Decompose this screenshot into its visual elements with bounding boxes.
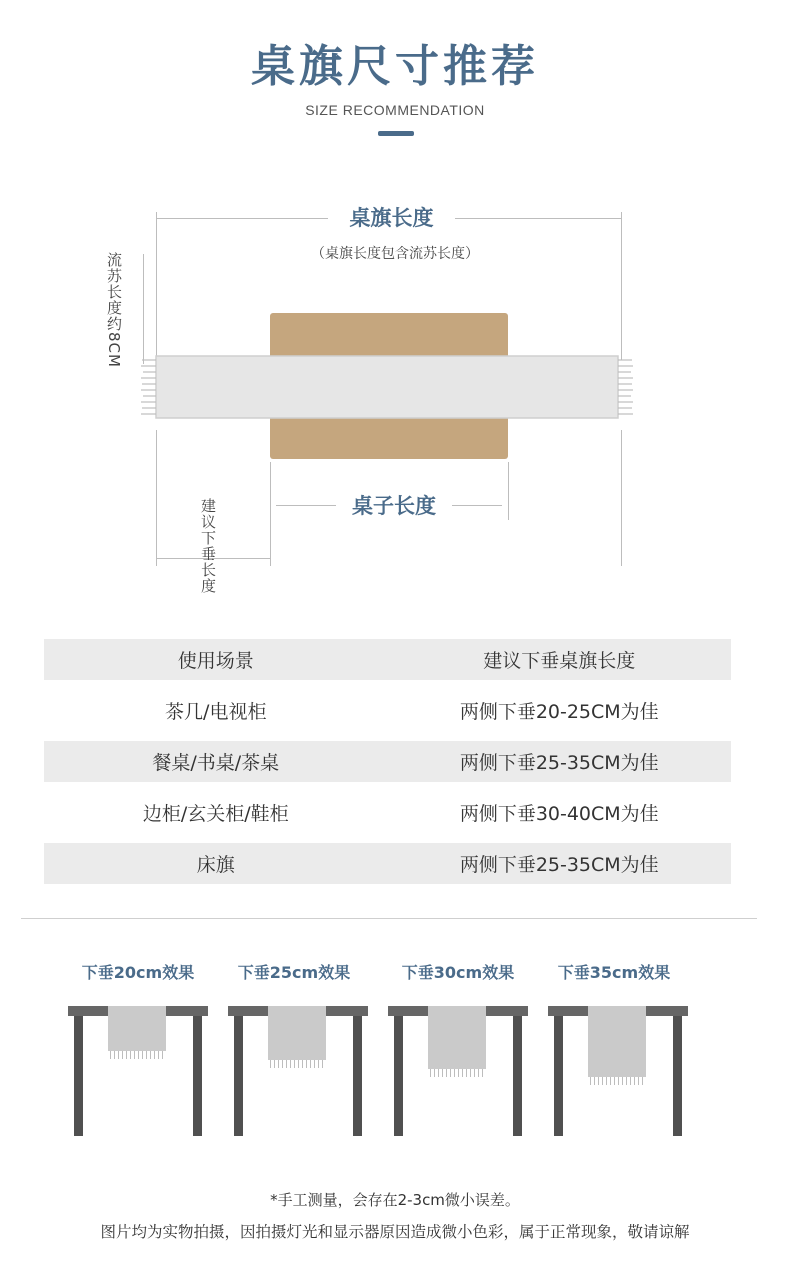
flag-right-drop-tick — [621, 430, 622, 566]
example-table-25 — [228, 1006, 368, 1138]
flag-length-right-tick — [621, 212, 622, 360]
example-drape — [588, 1006, 646, 1077]
tassel-length-line — [143, 254, 144, 364]
table-row — [44, 690, 731, 731]
flag-length-left-tick — [156, 212, 157, 360]
header-drop-length: 建议下垂桌旗长度 — [483, 650, 636, 672]
example-tabletop — [548, 1006, 688, 1016]
example-leg-right — [193, 1016, 202, 1136]
flag-length-line-right — [455, 218, 622, 219]
example-label-20: 下垂20cm效果 — [81, 963, 195, 982]
row-scenario: 茶几/电视柜 — [165, 701, 267, 723]
example-leg-left — [74, 1016, 83, 1136]
flag-left-drop-tick — [156, 430, 157, 566]
page-subtitle: SIZE RECOMMENDATION — [305, 102, 485, 118]
flag-length-line-left — [156, 218, 328, 219]
row-drop-length: 两侧下垂30-40CM为佳 — [459, 803, 659, 825]
header-scenario: 使用场景 — [177, 650, 254, 672]
example-tabletop — [228, 1006, 368, 1016]
flag-length-label: 桌旗长度 — [349, 206, 434, 230]
row-drop-length: 两侧下垂20-25CM为佳 — [459, 701, 659, 723]
row-scenario: 边柜/玄关柜/鞋柜 — [142, 803, 289, 825]
drop-length-note: 建议下垂长度 — [199, 498, 217, 594]
row-scenario: 餐桌/书桌/茶桌 — [152, 752, 280, 774]
table-length-right-tick — [508, 462, 509, 520]
table-row — [44, 741, 731, 782]
table-length-line-left — [276, 505, 336, 506]
recommendation-table — [44, 639, 731, 894]
example-table-30 — [388, 1006, 528, 1138]
example-tabletop — [388, 1006, 528, 1016]
example-drape — [428, 1006, 486, 1069]
color-disclaimer: 图片均为实物拍摄，因拍摄灯光和显示器原因造成微小色彩，属于正常现象，敬请谅解 — [100, 1223, 690, 1241]
example-drape-tassels — [110, 1051, 164, 1059]
measurement-note: *手工测量，会存在2-3cm微小误差。 — [270, 1191, 520, 1209]
example-label-35: 下垂35cm效果 — [557, 963, 671, 982]
table-row — [44, 843, 731, 884]
row-drop-length: 两侧下垂25-35CM为佳 — [459, 854, 659, 876]
example-leg-left — [234, 1016, 243, 1136]
flag-length-note: （桌旗长度包含流苏长度） — [311, 246, 479, 262]
section-divider — [21, 918, 757, 919]
table-length-line-right — [452, 505, 502, 506]
example-drape — [268, 1006, 326, 1060]
example-leg-right — [353, 1016, 362, 1136]
example-label-25: 下垂25cm效果 — [237, 963, 351, 982]
example-drape-tassels — [590, 1077, 644, 1085]
table-length-label: 桌子长度 — [352, 494, 436, 518]
table-length-left-tick — [270, 462, 271, 566]
example-leg-left — [394, 1016, 403, 1136]
table-runner — [138, 350, 636, 426]
example-table-20 — [68, 1006, 208, 1138]
row-scenario: 床旗 — [196, 854, 235, 876]
row-drop-length: 两侧下垂25-35CM为佳 — [459, 752, 659, 774]
example-leg-right — [513, 1016, 522, 1136]
example-drape-tassels — [270, 1060, 324, 1068]
example-drape — [108, 1006, 166, 1051]
tassel-length-note: 流苏长度约8CM — [105, 252, 123, 368]
table-header-row — [44, 639, 731, 680]
example-label-30: 下垂30cm效果 — [401, 963, 515, 982]
example-leg-left — [554, 1016, 563, 1136]
table-row — [44, 792, 731, 833]
example-table-35 — [548, 1006, 688, 1138]
page-title: 桌旗尺寸推荐 — [251, 41, 539, 92]
example-drape-tassels — [430, 1069, 484, 1077]
size-diagram — [0, 0, 790, 620]
example-leg-right — [673, 1016, 682, 1136]
example-tabletop — [68, 1006, 208, 1016]
